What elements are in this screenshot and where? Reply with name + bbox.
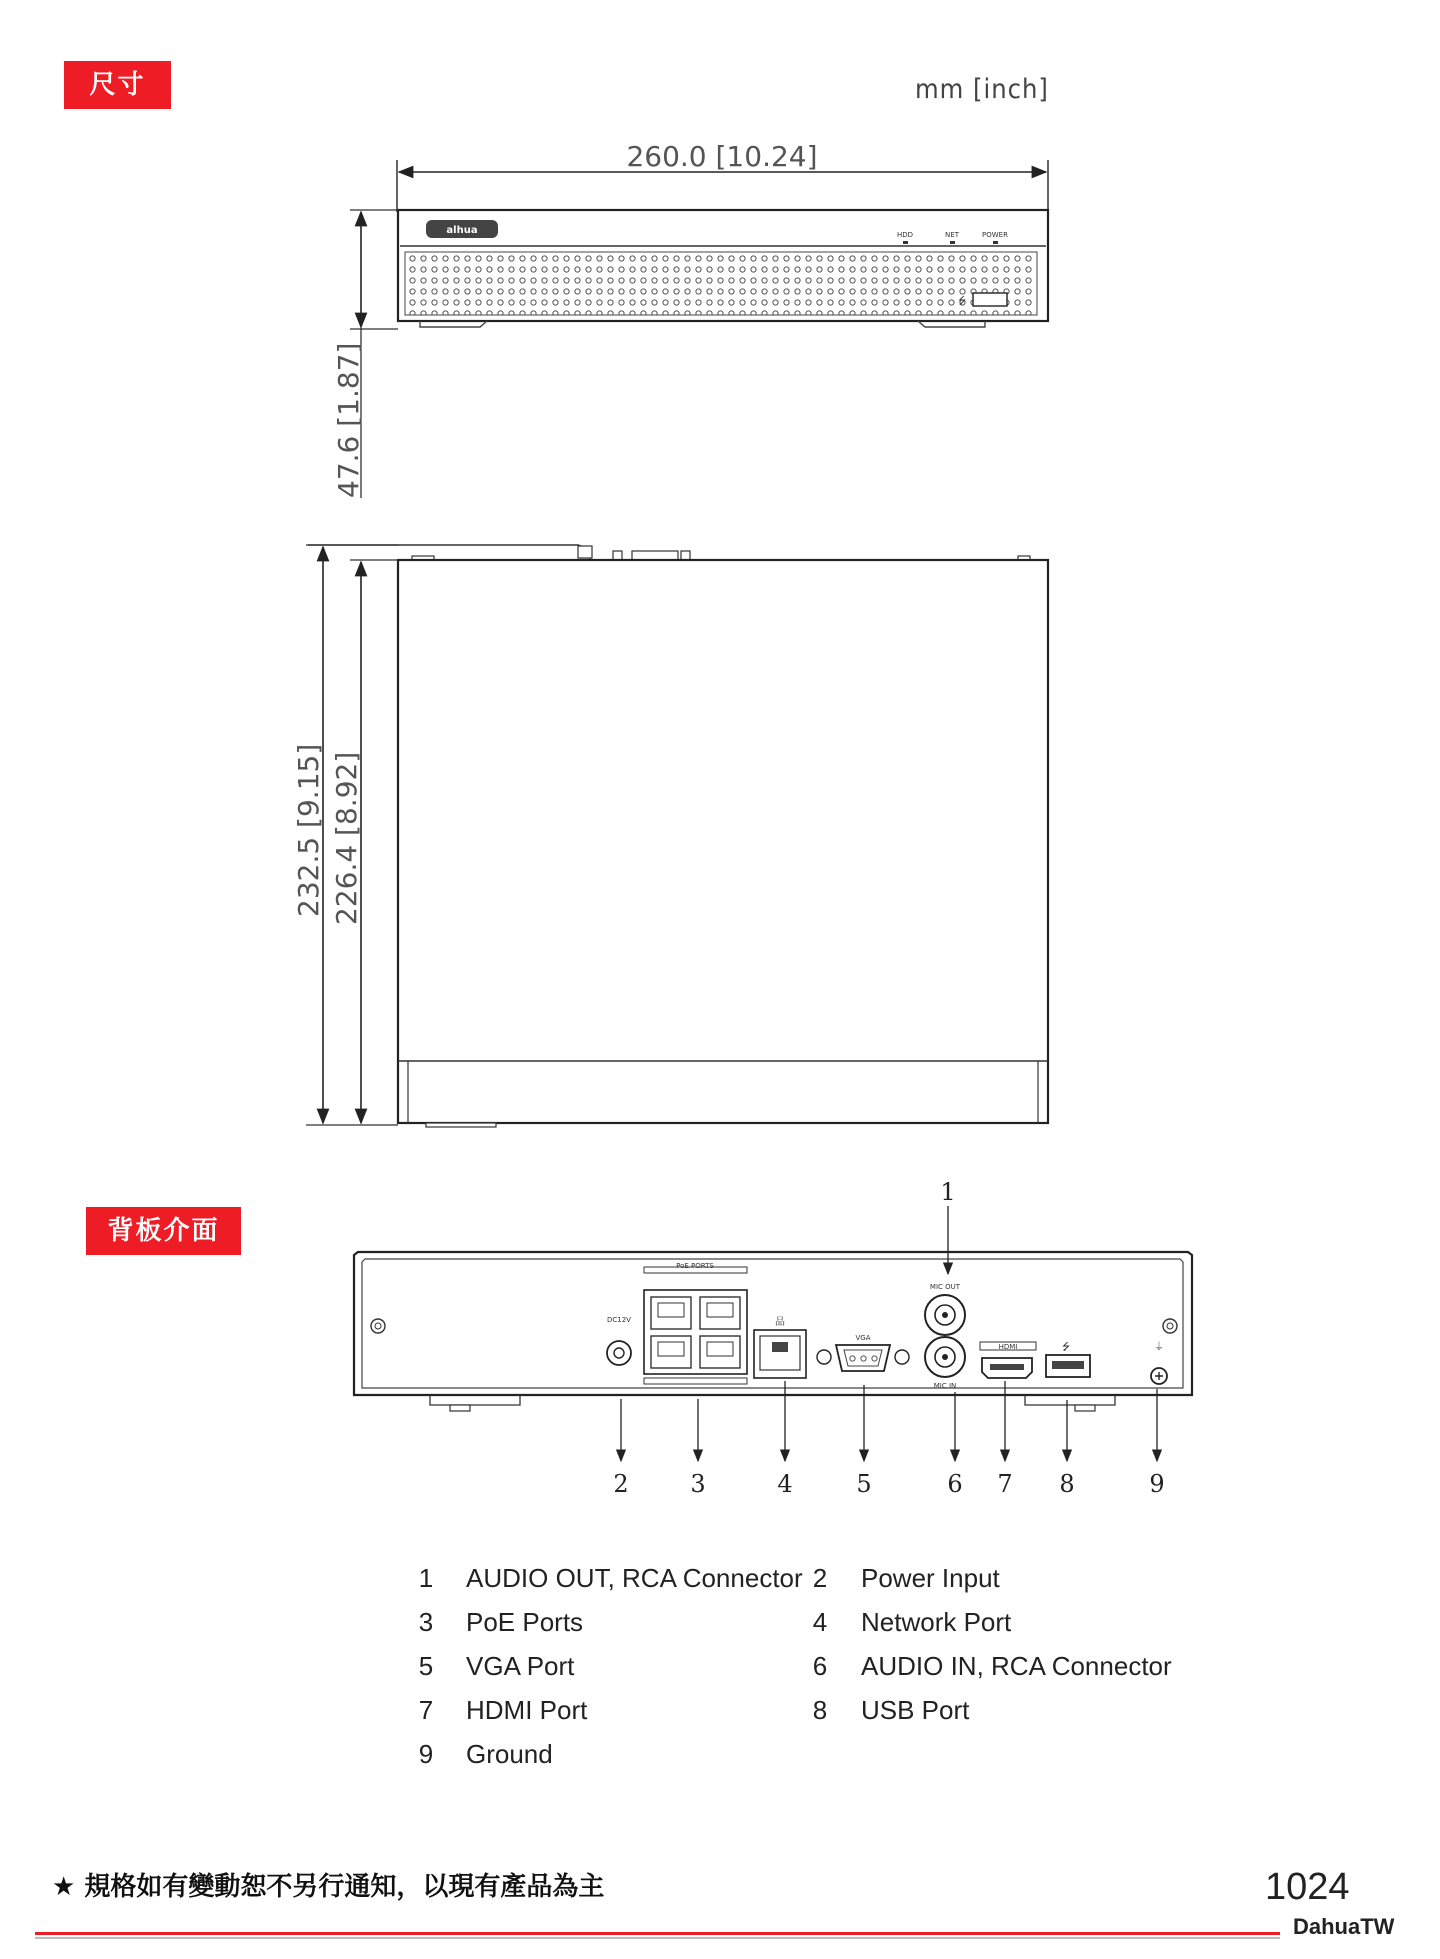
legend-num: 1 [418, 1563, 434, 1593]
power-led [993, 241, 998, 244]
power-label: POWER [982, 231, 1008, 239]
callout-2: 2 [613, 1470, 629, 1498]
poe-port-3 [651, 1336, 691, 1368]
hdd-led [903, 241, 908, 244]
callout-7: 7 [997, 1470, 1013, 1498]
poe-port-2 [700, 1297, 740, 1329]
hdd-label: HDD [896, 231, 914, 239]
legend-num: 6 [812, 1651, 828, 1681]
width-dimension-label: 260.0 [10.24] [626, 140, 818, 173]
front-usb-port [973, 293, 1007, 306]
front-vent-grille [405, 252, 1037, 315]
footer-rule-red [35, 1932, 1280, 1935]
units-label: mm [inch] [915, 74, 1049, 105]
top-view [292, 545, 1048, 1127]
poe-ports-label: PoE PORTS [676, 1262, 714, 1270]
mic-out-label: MIC OUT [929, 1283, 961, 1291]
legend-text: HDMI Port [466, 1695, 588, 1725]
height-dimension-label: 47.6 [1.87] [332, 342, 365, 498]
legend-text: Network Port [861, 1607, 1012, 1637]
vga-label: VGA [855, 1334, 871, 1342]
top-chassis [398, 560, 1048, 1123]
rear-screw-left [371, 1319, 385, 1333]
ground-symbol-icon: ⏚ [1154, 1342, 1164, 1353]
depth-outer-dimension-label: 232.5 [9.15] [292, 743, 325, 917]
legend-num: 5 [418, 1651, 434, 1681]
usb-icon: ⭍ [958, 296, 967, 307]
legend-text: Power Input [861, 1563, 1000, 1593]
legend-num: 7 [418, 1695, 434, 1725]
network-icon: 品 [775, 1317, 785, 1328]
front-view [332, 140, 1048, 498]
legend-num: 4 [812, 1607, 828, 1637]
legend-num: 2 [812, 1563, 828, 1593]
legend-text: USB Port [861, 1695, 970, 1725]
section-tag-dimensions: 尺寸 [64, 61, 171, 109]
legend-num: 8 [812, 1695, 828, 1725]
callout-4: 4 [777, 1470, 793, 1498]
section-tag-rear-panel: 背板介面 [86, 1207, 241, 1255]
port-legend [410, 1563, 1210, 1783]
legend-text: VGA Port [466, 1651, 575, 1681]
mic-in-label: MIC IN [933, 1382, 957, 1390]
callout-6: 6 [947, 1470, 963, 1498]
hdmi-label: HDMI [998, 1343, 1018, 1351]
poe-port-1 [651, 1297, 691, 1329]
dc-input-label: DC12V [607, 1316, 631, 1324]
brand-logo-text: alhua [446, 225, 478, 236]
rear-screw-right [1163, 1319, 1177, 1333]
net-led [950, 241, 955, 244]
depth-inner-dimension-label: 226.4 [8.92] [330, 751, 363, 925]
legend-text: AUDIO OUT, RCA Connector [466, 1563, 803, 1593]
net-label: NET [945, 231, 959, 239]
callout-5: 5 [856, 1470, 872, 1498]
rear-view [354, 1252, 1192, 1411]
legend-text: AUDIO IN, RCA Connector [861, 1651, 1172, 1681]
poe-port-4 [700, 1336, 740, 1368]
footer-rule-gray [35, 1937, 1280, 1939]
page-number: 1024 [1265, 1866, 1350, 1908]
brand-footer: DahuaTW [1293, 1914, 1395, 1939]
legend-text: PoE Ports [466, 1607, 584, 1637]
callout-9: 9 [1149, 1470, 1165, 1498]
callout-8: 8 [1059, 1470, 1075, 1498]
legend-text: Ground [466, 1739, 553, 1769]
rear-usb-icon: ⭍ [1061, 1342, 1071, 1353]
callout-3: 3 [690, 1470, 706, 1498]
legend-num: 3 [418, 1607, 434, 1637]
power-input-jack [607, 1341, 631, 1365]
legend-num: 9 [418, 1739, 434, 1769]
footnote: ★ 規格如有變動恕不另行通知，以現有產品為主 [52, 1872, 605, 1902]
callout-1: 1 [940, 1178, 956, 1206]
network-port [754, 1330, 806, 1378]
